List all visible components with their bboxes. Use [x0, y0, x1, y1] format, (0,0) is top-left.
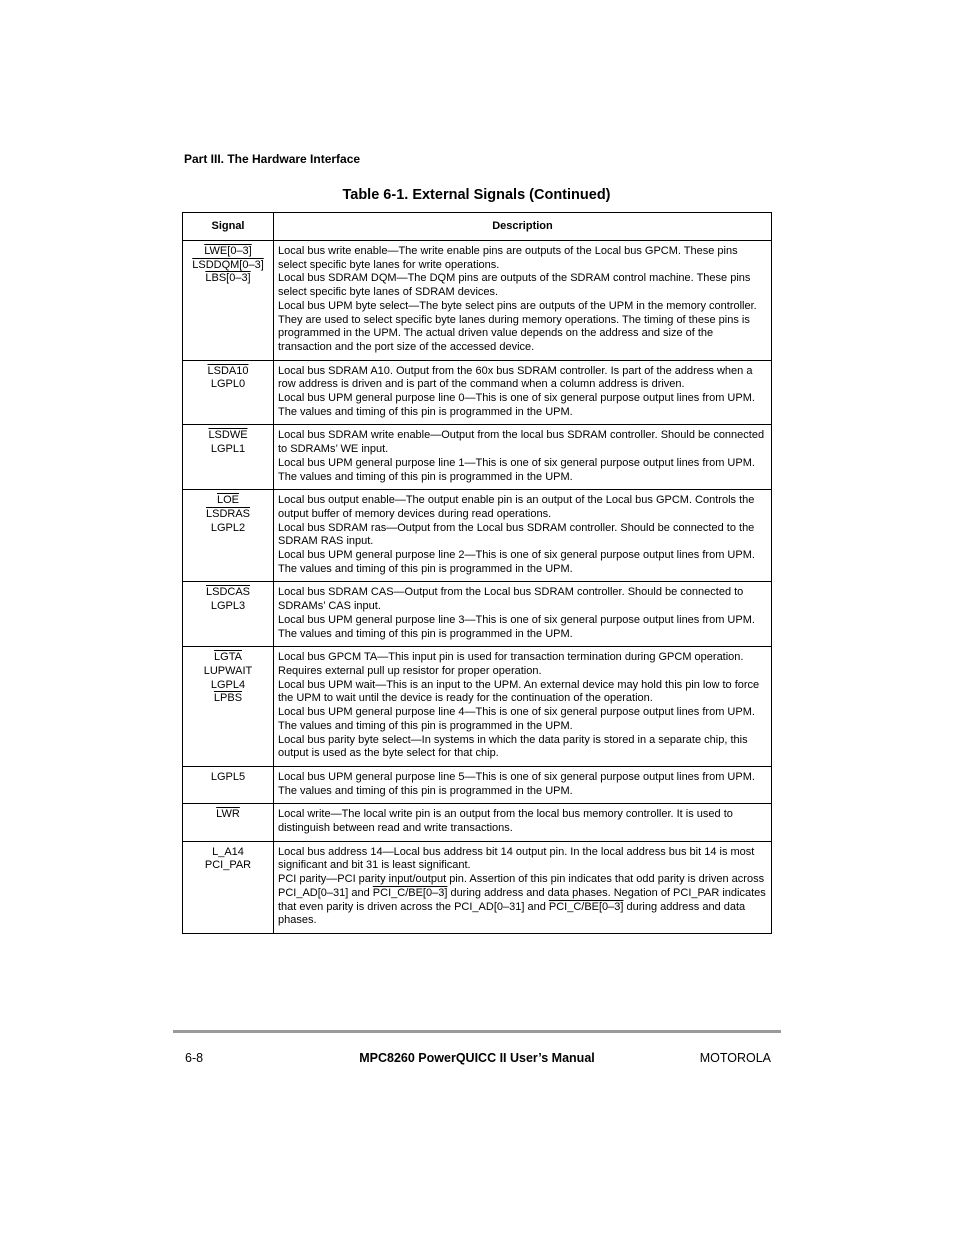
signal-cell — [183, 766, 274, 803]
signal-name: LGPL1 — [210, 443, 246, 456]
description-cell — [274, 241, 772, 361]
signal-name: PCI_PAR — [204, 859, 252, 872]
description-paragraph: Local bus UPM wait—This is an input to the UPM. An external device may hold this pin low to force the UPM to wait until the device is ready for the continuation of the operation. — [278, 678, 760, 705]
description-paragraph: Local bus write enable—The write enable pins are outputs of the Local bus GPCM. These pins select specific byte lanes for write operations. — [278, 245, 738, 271]
signal-cell — [183, 841, 274, 933]
table-row — [183, 425, 772, 490]
table-title: Table 6-1. External Signals (Continued) — [342, 187, 611, 203]
overlined-signal: PCI_C/BE[0–3] — [372, 886, 448, 899]
description-paragraph: Local bus output enable—The output enable pin is an output of the Local bus GPCM. Controls the output buffer of memory devices during read operations. — [278, 494, 755, 520]
description-cell — [274, 647, 772, 767]
description-paragraph: Local bus parity byte select—In systems in which the data parity is stored in a separate chip, this output is used as the byte select for that chip. — [278, 733, 748, 760]
signal-name: $\overline{LWR}$ — [216, 808, 240, 821]
signal-name: LBS[0–3] — [205, 272, 251, 285]
description-paragraph: Local bus UPM byte select—The byte select pins are outputs of the UPM in the memory controller. They are used to select specific byte lanes during memory operations. The timing of these pins is programmed in the UPM. The actual driven value depends on the address and size of the transaction and the port size of the accessed device. — [278, 299, 757, 353]
description-paragraph: Local bus UPM general purpose line 1—This is one of six general purpose output lines from UPM. The values and timing of this pin is programmed in the UPM. — [278, 456, 755, 483]
description-paragraph: Local bus GPCM TA—This input pin is used for transaction termination during GPCM operation. Requires external pull up resistor for proper operation. — [278, 651, 744, 677]
description-cell — [274, 582, 772, 647]
brand-name: MOTOROLA — [699, 1051, 771, 1065]
part-header: Part III. The Hardware Interface — [184, 152, 361, 166]
text-run: during address and data phases. Negation of PCI_PAR indicates that even parity is driven across the PCI_AD[0–31] and — [278, 886, 766, 913]
table-row — [183, 766, 772, 803]
description-paragraph: Local bus address 14—Local bus address bit 14 output pin. In the local address bus bit 14 is most significant and bit 31 is least significant. — [278, 845, 755, 872]
description-cell — [274, 766, 772, 803]
footer-rule — [173, 1030, 781, 1033]
signal-name: LGPL5 — [210, 770, 246, 783]
text-run: PCI parity—PCI parity input/output pin. Assertion of this pin indicates that odd parity is driven across PCI_AD[0–31] and — [278, 873, 765, 899]
signal-cell — [183, 360, 274, 425]
description-paragraph: Local bus SDRAM write enable—Output from the local bus SDRAM controller. Should be connected to SDRAMs’ WE input. — [278, 429, 765, 456]
signal-cell — [183, 647, 274, 767]
signal-name: LGPL4 — [210, 678, 246, 691]
table-row — [183, 804, 772, 841]
signal-name: LSDWE — [208, 429, 248, 442]
description-paragraph: Local bus UPM general purpose line 3—This is one of six general purpose output lines from UPM. The values and timing of this pin is programmed in the UPM. — [278, 613, 755, 640]
description-paragraph: Local bus SDRAM DQM—The DQM pins are outputs of the SDRAM control machine. These pins select specific byte lanes of SDRAM devices. — [278, 272, 751, 299]
signal-cell — [183, 490, 274, 582]
description-cell — [274, 425, 772, 490]
column-header-signal: Signal — [183, 213, 274, 241]
description-paragraph: Local bus UPM general purpose line 4—This is one of six general purpose output lines from UPM. The values and timing of this pin is programmed in the UPM. — [278, 706, 755, 732]
overlined-signal: PCI_C/BE[0–3] — [548, 900, 624, 913]
table-row — [183, 647, 772, 767]
signal-cell — [183, 425, 274, 490]
description-paragraph: Local bus SDRAM ras—Output from the Local bus SDRAM controller. Should be connected to the SDRAM RAS input. — [278, 521, 755, 548]
table-row — [183, 360, 772, 425]
table-row — [183, 490, 772, 582]
table-row — [183, 841, 772, 933]
description-cell — [274, 804, 772, 841]
description-paragraph: Local bus UPM general purpose line 5—This is one of six general purpose output lines from UPM. The values and timing of this pin is programmed in the UPM. — [278, 770, 755, 797]
description-cell — [274, 490, 772, 582]
table-header-row — [183, 213, 772, 241]
signal-cell — [183, 241, 274, 361]
signal-name: LGPL3 — [210, 600, 246, 613]
table-row — [183, 241, 772, 361]
column-header-description: Description — [274, 213, 772, 241]
description-paragraph: Local bus SDRAM A10. Output from the 60x bus SDRAM controller. Is part of the address when a row address is driven and is part of the command when a column address is driven. — [278, 364, 753, 391]
description-paragraph — [278, 873, 767, 928]
signal-name: LUPWAIT — [203, 664, 253, 677]
description-cell — [274, 360, 772, 425]
table-row — [183, 582, 772, 647]
signal-name: LGTA — [214, 651, 242, 664]
text-run: during address and data phases. — [278, 900, 746, 927]
signal-name: LSDDQM[0–3] — [192, 258, 264, 271]
description-paragraph: Local bus SDRAM CAS—Output from the Local bus SDRAM controller. Should be connected to SDRAMs’ CAS input. — [278, 586, 744, 613]
signal-name: $\overline{LOE}$ — [216, 494, 239, 507]
manual-title: MPC8260 PowerQUICC II User’s Manual — [359, 1051, 595, 1065]
signal-cell — [183, 804, 274, 841]
description-paragraph: Local write—The local write pin is an output from the local bus memory controller. It is used to distinguish between read and write transactions. — [278, 808, 733, 835]
signal-name: LSDRAS — [205, 507, 251, 520]
signal-name: LGPL0 — [210, 378, 246, 391]
page-number: 6-8 — [185, 1051, 204, 1065]
signal-cell — [183, 582, 274, 647]
external-signals-table — [182, 212, 772, 934]
description-paragraph: Local bus UPM general purpose line 2—This is one of six general purpose output lines from UPM. The values and timing of this pin is programmed in the UPM. — [278, 549, 755, 575]
signal-name: LPBS — [213, 692, 243, 705]
signal-name: L_A14 — [212, 845, 244, 858]
signal-name: LSDA10 — [207, 364, 249, 377]
signal-name: LGPL2 — [210, 521, 246, 534]
description-cell — [274, 841, 772, 933]
signal-name: LWE[0–3] — [204, 245, 252, 257]
description-paragraph: Local bus UPM general purpose line 0—This is one of six general purpose output lines from UPM. The values and timing of this pin is programmed in the UPM. — [278, 392, 755, 418]
signal-name: LSDCAS — [205, 586, 251, 599]
